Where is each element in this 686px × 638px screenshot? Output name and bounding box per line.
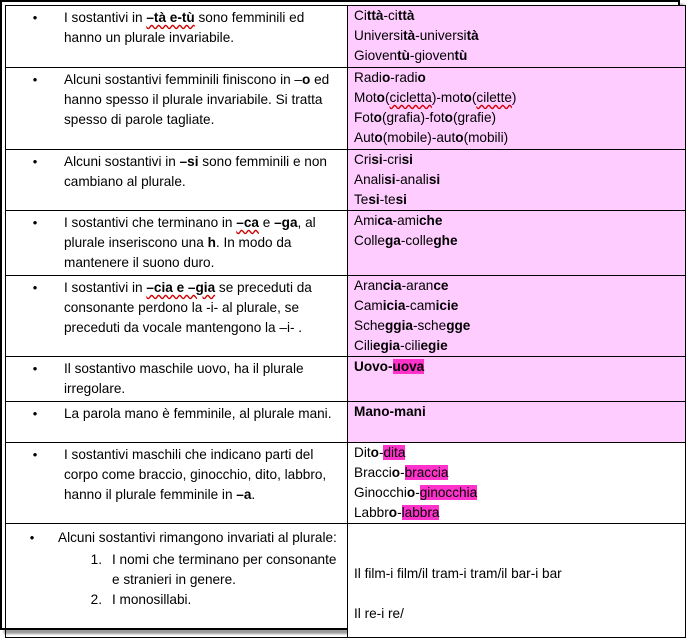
table-row [6, 402, 686, 443]
rule-text: I sostantivi che terminano in –ca e –ga, al plurale inseriscono una h. In modo da mantenere il suono duro. [64, 215, 316, 270]
table-row [6, 443, 686, 524]
example-cell [348, 6, 686, 68]
example-line: Braccio-braccia [354, 465, 449, 480]
list-item: 1. I nomi che terminano per consonante e stranieri in genere. [90, 552, 337, 587]
example-line: Ciliegia-ciliegie [354, 338, 448, 353]
example-line: Dito-dita [354, 445, 406, 460]
rule-text: I sostantivi in –tà e-tù sono femminili ed hanno un plurale invariabile. [64, 10, 305, 45]
example-line: Gioventù-gioventù [354, 48, 468, 63]
bullet-icon: • [32, 154, 38, 169]
table-row [6, 276, 686, 357]
bullet-icon: • [32, 361, 38, 376]
example-line: Mano-mani [354, 404, 426, 419]
rule-text: Alcuni sostantivi femminili finiscono in –o ed hanno spesso il plurale invariabile. Si tratta spesso di parole tagliate. [64, 72, 330, 127]
rule-cell [6, 211, 348, 276]
rule-cell [6, 402, 348, 443]
example-line: Analisi-analisi [354, 172, 441, 187]
example-line: Labbro-labbra [354, 505, 440, 520]
example-cell [348, 68, 686, 150]
example-line: Scheggia-schegge [354, 318, 471, 333]
example-cell [348, 443, 686, 524]
example-cell [348, 357, 686, 402]
rule-cell [6, 68, 348, 150]
example-line: Uovo-uova [354, 359, 425, 374]
table-row [6, 150, 686, 211]
example-line: Ginocchio-ginocchia [354, 485, 478, 500]
rule-text: Alcuni sostantivi in –si sono femminili e non cambiano al plurale. [64, 154, 327, 189]
rule-cell [6, 276, 348, 357]
table-row [6, 6, 686, 68]
example-line: Amica-amiche [354, 213, 443, 228]
rule-text: I sostantivi in –cia e –gia se preceduti da consonante perdono la -i- al plurale, se preceduti da vocale mantengono la –i- . [64, 280, 312, 335]
list-item: 2. I monosillabi. [90, 592, 192, 607]
example-line: Auto(mobile)-auto(mobili) [354, 130, 509, 145]
example-line: Camicia-camicie [354, 298, 459, 313]
example-line: Tesi-tesi [354, 192, 407, 207]
example-line: Collega-colleghe [354, 233, 458, 248]
example-line: Moto(cicletta)-moto(cilette) [354, 90, 517, 105]
table-row [6, 524, 686, 638]
rule-cell [6, 443, 348, 524]
example-line: Il re-i re/ [354, 606, 404, 621]
rule-text: Alcuni sostantivi rimangono invariati al plurale: [58, 530, 337, 545]
plural-rules-table [5, 5, 686, 638]
rule-cell [6, 150, 348, 211]
bullet-icon: • [32, 280, 38, 295]
rule-cell [6, 6, 348, 68]
example-cell [348, 276, 686, 357]
bullet-icon: • [32, 72, 38, 87]
example-line: Il film-i film/il tram-i tram/il bar-i bar [354, 566, 562, 581]
example-cell [348, 150, 686, 211]
bullet-icon: • [32, 406, 38, 421]
example-cell [348, 402, 686, 443]
example-cell [348, 524, 686, 638]
table-row [6, 68, 686, 150]
bullet-icon: • [32, 447, 38, 462]
bullet-icon: • [32, 215, 38, 230]
example-line: Foto(grafia)-foto(grafie) [354, 110, 497, 125]
example-line: Crisi-crisi [354, 152, 413, 167]
example-cell [348, 211, 686, 276]
table-row [6, 357, 686, 402]
example-line: Arancia-arance [354, 278, 449, 293]
table-row [6, 211, 686, 276]
rule-cell [6, 357, 348, 402]
example-line: Università-università [354, 28, 479, 43]
rule-text: La parola mano è femminile, al plurale mani. [64, 406, 332, 421]
rule-cell [6, 524, 348, 638]
bullet-icon: • [29, 530, 35, 545]
rule-text: I sostantivi maschili che indicano parti del corpo come braccio, ginocchio, dito, labbro, hanno il plurale femminile in –a. [64, 447, 327, 502]
example-line: Città-città [354, 8, 415, 23]
rule-text: Il sostantivo maschile uovo, ha il plurale irregolare. [64, 361, 304, 396]
bullet-icon: • [32, 10, 38, 25]
example-line: Radio-radio [354, 70, 426, 85]
